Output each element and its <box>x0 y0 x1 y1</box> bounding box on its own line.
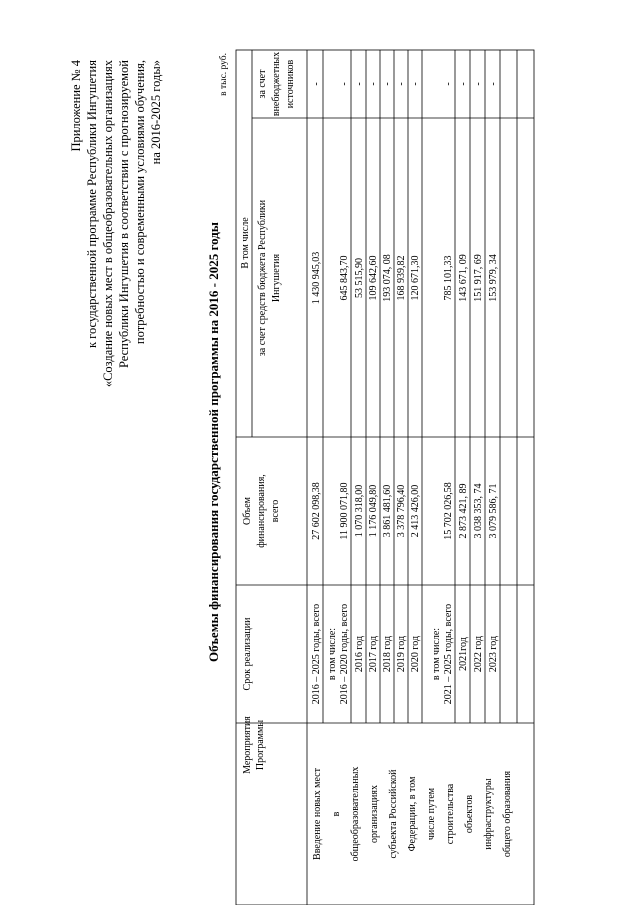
units-label: в тыс. руб. <box>219 53 229 96</box>
extra-cell: - <box>354 82 365 86</box>
measure-name-line: инфраструктуры <box>483 778 494 850</box>
budget-cell: 1 430 945,03 <box>311 251 322 305</box>
table-row <box>431 82 454 704</box>
header-measure-1: Мероприятия <box>242 716 253 774</box>
extra-cell: - <box>488 82 499 86</box>
header-period: Срок реализации <box>242 617 253 691</box>
total-cell: 3 038 353, 74 <box>473 483 484 539</box>
extra-cell: - <box>458 82 469 86</box>
table-row <box>382 82 393 672</box>
appendix-line-3: «Создание новых мест в общеобразовательных организациях <box>101 60 115 388</box>
period-cell: 2016 – 2025 годы, всего <box>311 603 322 705</box>
total-cell: 1 070 318,00 <box>354 484 365 538</box>
period-cell: 2021год <box>458 637 469 671</box>
total-cell: 11 900 071,80 <box>339 482 350 540</box>
budget-cell: 151 917, 69 <box>473 254 484 302</box>
header-extra-2: внебюджетных <box>271 51 282 117</box>
header-extra-3: источников <box>285 59 296 109</box>
table-body <box>311 82 499 704</box>
table-row <box>396 82 407 672</box>
period-prefix: в том числе: <box>327 627 338 681</box>
total-cell: 1 176 049,80 <box>368 484 379 538</box>
extra-cell: - <box>410 82 421 86</box>
period-cell: 2019 год <box>396 635 407 673</box>
measure-name-line: организациях <box>369 785 380 843</box>
header-budget-2: Ингушетия <box>271 253 282 303</box>
page-title: Объемы финансирования государственной программы на 2016 - 2025 годы <box>206 222 221 662</box>
finance-table <box>236 50 534 905</box>
table-border <box>236 50 534 905</box>
period-cell: 2017 год <box>368 635 379 673</box>
budget-cell: 645 843,70 <box>339 255 350 301</box>
appendix-header <box>69 59 163 387</box>
budget-cell: 168 939,82 <box>396 255 407 301</box>
budget-cell: 193 074, 08 <box>382 254 393 302</box>
budget-cell: 53 515,90 <box>354 258 365 298</box>
period-cell: 2021 – 2025 годы, всего <box>443 603 454 705</box>
total-cell: 2 873 421, 89 <box>458 483 469 539</box>
table-row <box>488 82 499 672</box>
period-cell: 2016 – 2020 годы, всего <box>339 603 350 705</box>
budget-cell: 785 101,33 <box>443 255 454 301</box>
extra-cell: - <box>368 82 379 86</box>
period-cell: 2022 год <box>473 635 484 673</box>
appendix-line-4: Республики Ингушетия в соответствии с прогнозируемой <box>117 60 131 369</box>
period-cell: 2023 год <box>488 635 499 673</box>
header-incl: В том числе <box>240 217 251 269</box>
measure-name-line: субъекта Российской <box>388 769 399 859</box>
table-row <box>368 82 379 672</box>
header-budget-1: за счет средств бюджета Республики <box>257 199 268 357</box>
total-cell: 3 378 796,40 <box>396 484 407 538</box>
period-cell: 2018 год <box>382 635 393 673</box>
period-prefix: в том числе: <box>431 627 442 681</box>
row-lines <box>323 50 517 723</box>
appendix-line-2: к государственной программе Республики Ингушетия <box>85 60 99 349</box>
total-cell: 3 079 586, 71 <box>488 483 499 539</box>
extra-cell: - <box>443 82 454 86</box>
header-extra-1: за счет <box>257 69 268 99</box>
measure-name-cell <box>312 767 513 862</box>
appendix-line-1: Приложение № 4 <box>69 60 83 152</box>
table-header <box>240 52 296 774</box>
budget-cell: 143 671, 09 <box>458 254 469 302</box>
measure-name-line: строительства <box>445 783 456 845</box>
total-cell: 2 413 426,00 <box>410 484 421 538</box>
extra-cell: - <box>396 82 407 86</box>
table-row <box>311 82 322 704</box>
measure-name-line: общего образования <box>502 770 513 858</box>
extra-cell: - <box>311 82 322 86</box>
budget-cell: 120 671,30 <box>410 255 421 301</box>
table-row <box>327 82 350 704</box>
header-measure-2: Программы <box>255 719 266 771</box>
period-cell: 2020 год <box>410 635 421 673</box>
period-cell: 2016 год <box>354 635 365 673</box>
table-row <box>473 82 484 672</box>
header-volume-3: всего <box>270 499 281 523</box>
header-volume-2: финансирования, <box>256 474 267 548</box>
extra-cell: - <box>382 82 393 86</box>
table-row <box>410 82 421 672</box>
appendix-line-6: на 2016-2025 годы» <box>149 60 163 165</box>
budget-cell: 109 642,60 <box>368 255 379 301</box>
appendix-line-5: потребностью и современными условиями обучения, <box>133 60 147 345</box>
total-cell: 27 602 098,38 <box>311 482 322 540</box>
header-volume-1: Объем <box>242 497 253 525</box>
total-cell: 15 702 026,58 <box>443 482 454 540</box>
table-row <box>458 82 469 671</box>
measure-name-line: объектов <box>464 794 475 834</box>
budget-cell: 153 979, 34 <box>488 254 499 302</box>
total-cell: 3 861 481,60 <box>382 484 393 538</box>
measure-name-line: Введение новых мест <box>312 768 323 860</box>
extra-cell: - <box>473 82 484 86</box>
measure-name-line: числе путем <box>426 787 437 841</box>
extra-cell: - <box>339 82 350 86</box>
measure-name-line: общеобразовательных <box>350 766 361 862</box>
table-row <box>354 82 365 672</box>
measure-name-line: Федерации, в том <box>407 776 418 852</box>
measure-name-line: в <box>331 811 342 817</box>
rotated-content <box>69 50 534 905</box>
